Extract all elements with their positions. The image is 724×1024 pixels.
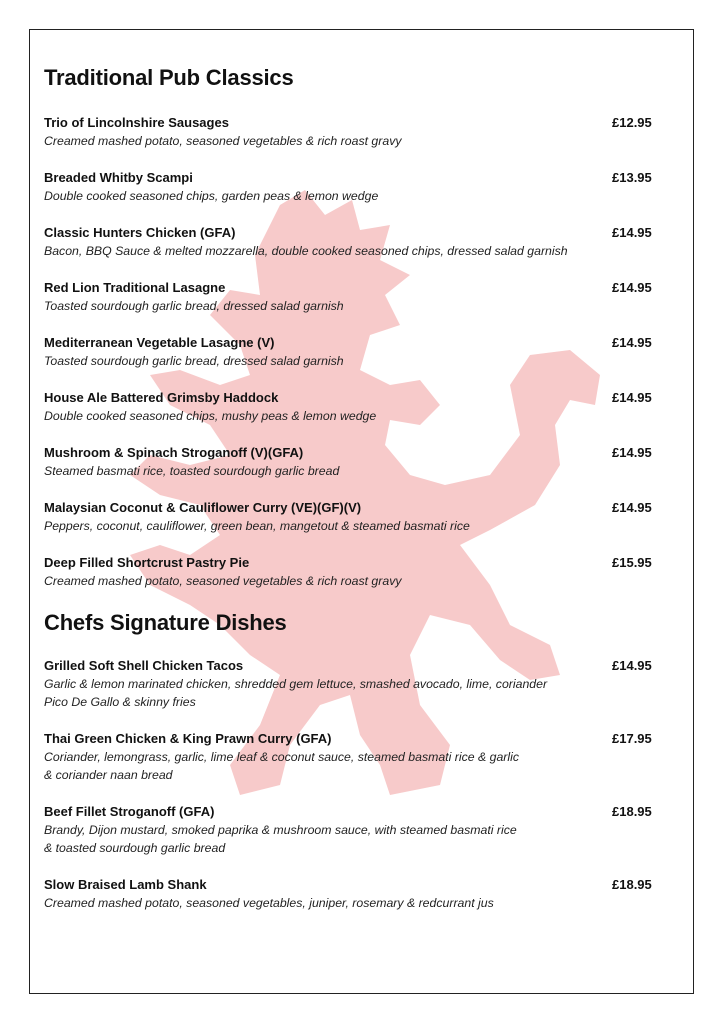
menu-item-header xyxy=(44,444,658,462)
dish-price: £14.95 xyxy=(612,658,652,673)
dish-description: Coriander, lemongrass, garlic, lime leaf & coconut sauce, steamed basmati rice & garlic & coriander naan bread xyxy=(44,750,520,782)
dish-description: Steamed basmati rice, toasted sourdough garlic bread xyxy=(44,464,340,478)
menu-item-header xyxy=(44,389,658,407)
menu-item-header xyxy=(44,279,658,297)
section-traditional-pub-classics xyxy=(44,64,658,590)
menu-item xyxy=(44,499,658,535)
dish-price: £14.95 xyxy=(612,500,652,515)
dish-description: Double cooked seasoned chips, mushy peas & lemon wedge xyxy=(44,409,377,423)
dish-name: Thai Green Chicken & King Prawn Curry (GFA) xyxy=(44,731,332,746)
dish-price: £18.95 xyxy=(612,804,652,819)
menu-item xyxy=(44,444,658,480)
menu-item-header xyxy=(44,876,658,894)
menu-item xyxy=(44,730,658,784)
menu-item xyxy=(44,876,658,912)
menu-item xyxy=(44,224,658,260)
dish-description: Creamed mashed potato, seasoned vegetables & rich roast gravy xyxy=(44,134,402,148)
dish-price: £14.95 xyxy=(612,280,652,295)
dish-name: House Ale Battered Grimsby Haddock xyxy=(44,390,279,405)
menu-item-header xyxy=(44,114,658,132)
menu-item-header xyxy=(44,657,658,675)
dish-name: Slow Braised Lamb Shank xyxy=(44,877,207,892)
menu-item-header xyxy=(44,334,658,352)
dish-description: Toasted sourdough garlic bread, dressed salad garnish xyxy=(44,299,344,313)
dish-price: £12.95 xyxy=(612,115,652,130)
dish-price: £15.95 xyxy=(612,555,652,570)
menu-item xyxy=(44,114,658,150)
dish-description: Toasted sourdough garlic bread, dressed salad garnish xyxy=(44,354,344,368)
section-chefs-signature-dishes xyxy=(44,609,658,912)
dish-name: Deep Filled Shortcrust Pastry Pie xyxy=(44,555,250,570)
menu-item-header xyxy=(44,224,658,242)
menu-item-header xyxy=(44,803,658,821)
menu-item xyxy=(44,389,658,425)
dish-description: Garlic & lemon marinated chicken, shredded gem lettuce, smashed avocado, lime, coriander Pico De Gallo & skinny fries xyxy=(44,677,548,709)
menu-item xyxy=(44,657,658,711)
dish-name: Grilled Soft Shell Chicken Tacos xyxy=(44,658,244,673)
dish-price: £18.95 xyxy=(612,877,652,892)
menu-item-header xyxy=(44,499,658,517)
dish-description: Double cooked seasoned chips, garden peas & lemon wedge xyxy=(44,189,379,203)
dish-price: £14.95 xyxy=(612,335,652,350)
dish-description: Creamed mashed potato, seasoned vegetables, juniper, rosemary & redcurrant jus xyxy=(44,896,494,910)
menu-item xyxy=(44,279,658,315)
menu-item xyxy=(44,334,658,370)
dish-name: Red Lion Traditional Lasagne xyxy=(44,280,226,295)
dish-name: Beef Fillet Stroganoff (GFA) xyxy=(44,804,215,819)
section-heading: Traditional Pub Classics xyxy=(44,65,294,90)
dish-description: Bacon, BBQ Sauce & melted mozzarella, double cooked seasoned chips, dressed salad garnish xyxy=(44,244,568,258)
dish-name: Malaysian Coconut & Cauliflower Curry (VE)(GF)(V) xyxy=(44,500,362,515)
dish-price: £13.95 xyxy=(612,170,652,185)
dish-name: Mediterranean Vegetable Lasagne (V) xyxy=(44,335,275,350)
dish-description: Brandy, Dijon mustard, smoked paprika & mushroom sauce, with steamed basmati rice & toasted sourdough garlic bread xyxy=(44,823,517,855)
dish-description: Peppers, coconut, cauliflower, green bean, mangetout & steamed basmati rice xyxy=(44,519,470,533)
menu-item-header xyxy=(44,169,658,187)
menu-item-header xyxy=(44,730,658,748)
dish-description: Creamed mashed potato, seasoned vegetables & rich roast gravy xyxy=(44,574,402,588)
menu-item xyxy=(44,803,658,857)
dish-name: Breaded Whitby Scampi xyxy=(44,170,193,185)
dish-name: Trio of Lincolnshire Sausages xyxy=(44,115,229,130)
section-heading: Chefs Signature Dishes xyxy=(44,610,287,635)
menu-content xyxy=(44,64,658,931)
dish-price: £17.95 xyxy=(612,731,652,746)
dish-name: Classic Hunters Chicken (GFA) xyxy=(44,225,236,240)
menu-item-header xyxy=(44,554,658,572)
dish-price: £14.95 xyxy=(612,225,652,240)
dish-price: £14.95 xyxy=(612,445,652,460)
menu-item xyxy=(44,554,658,590)
menu-item xyxy=(44,169,658,205)
dish-name: Mushroom & Spinach Stroganoff (V)(GFA) xyxy=(44,445,304,460)
dish-price: £14.95 xyxy=(612,390,652,405)
